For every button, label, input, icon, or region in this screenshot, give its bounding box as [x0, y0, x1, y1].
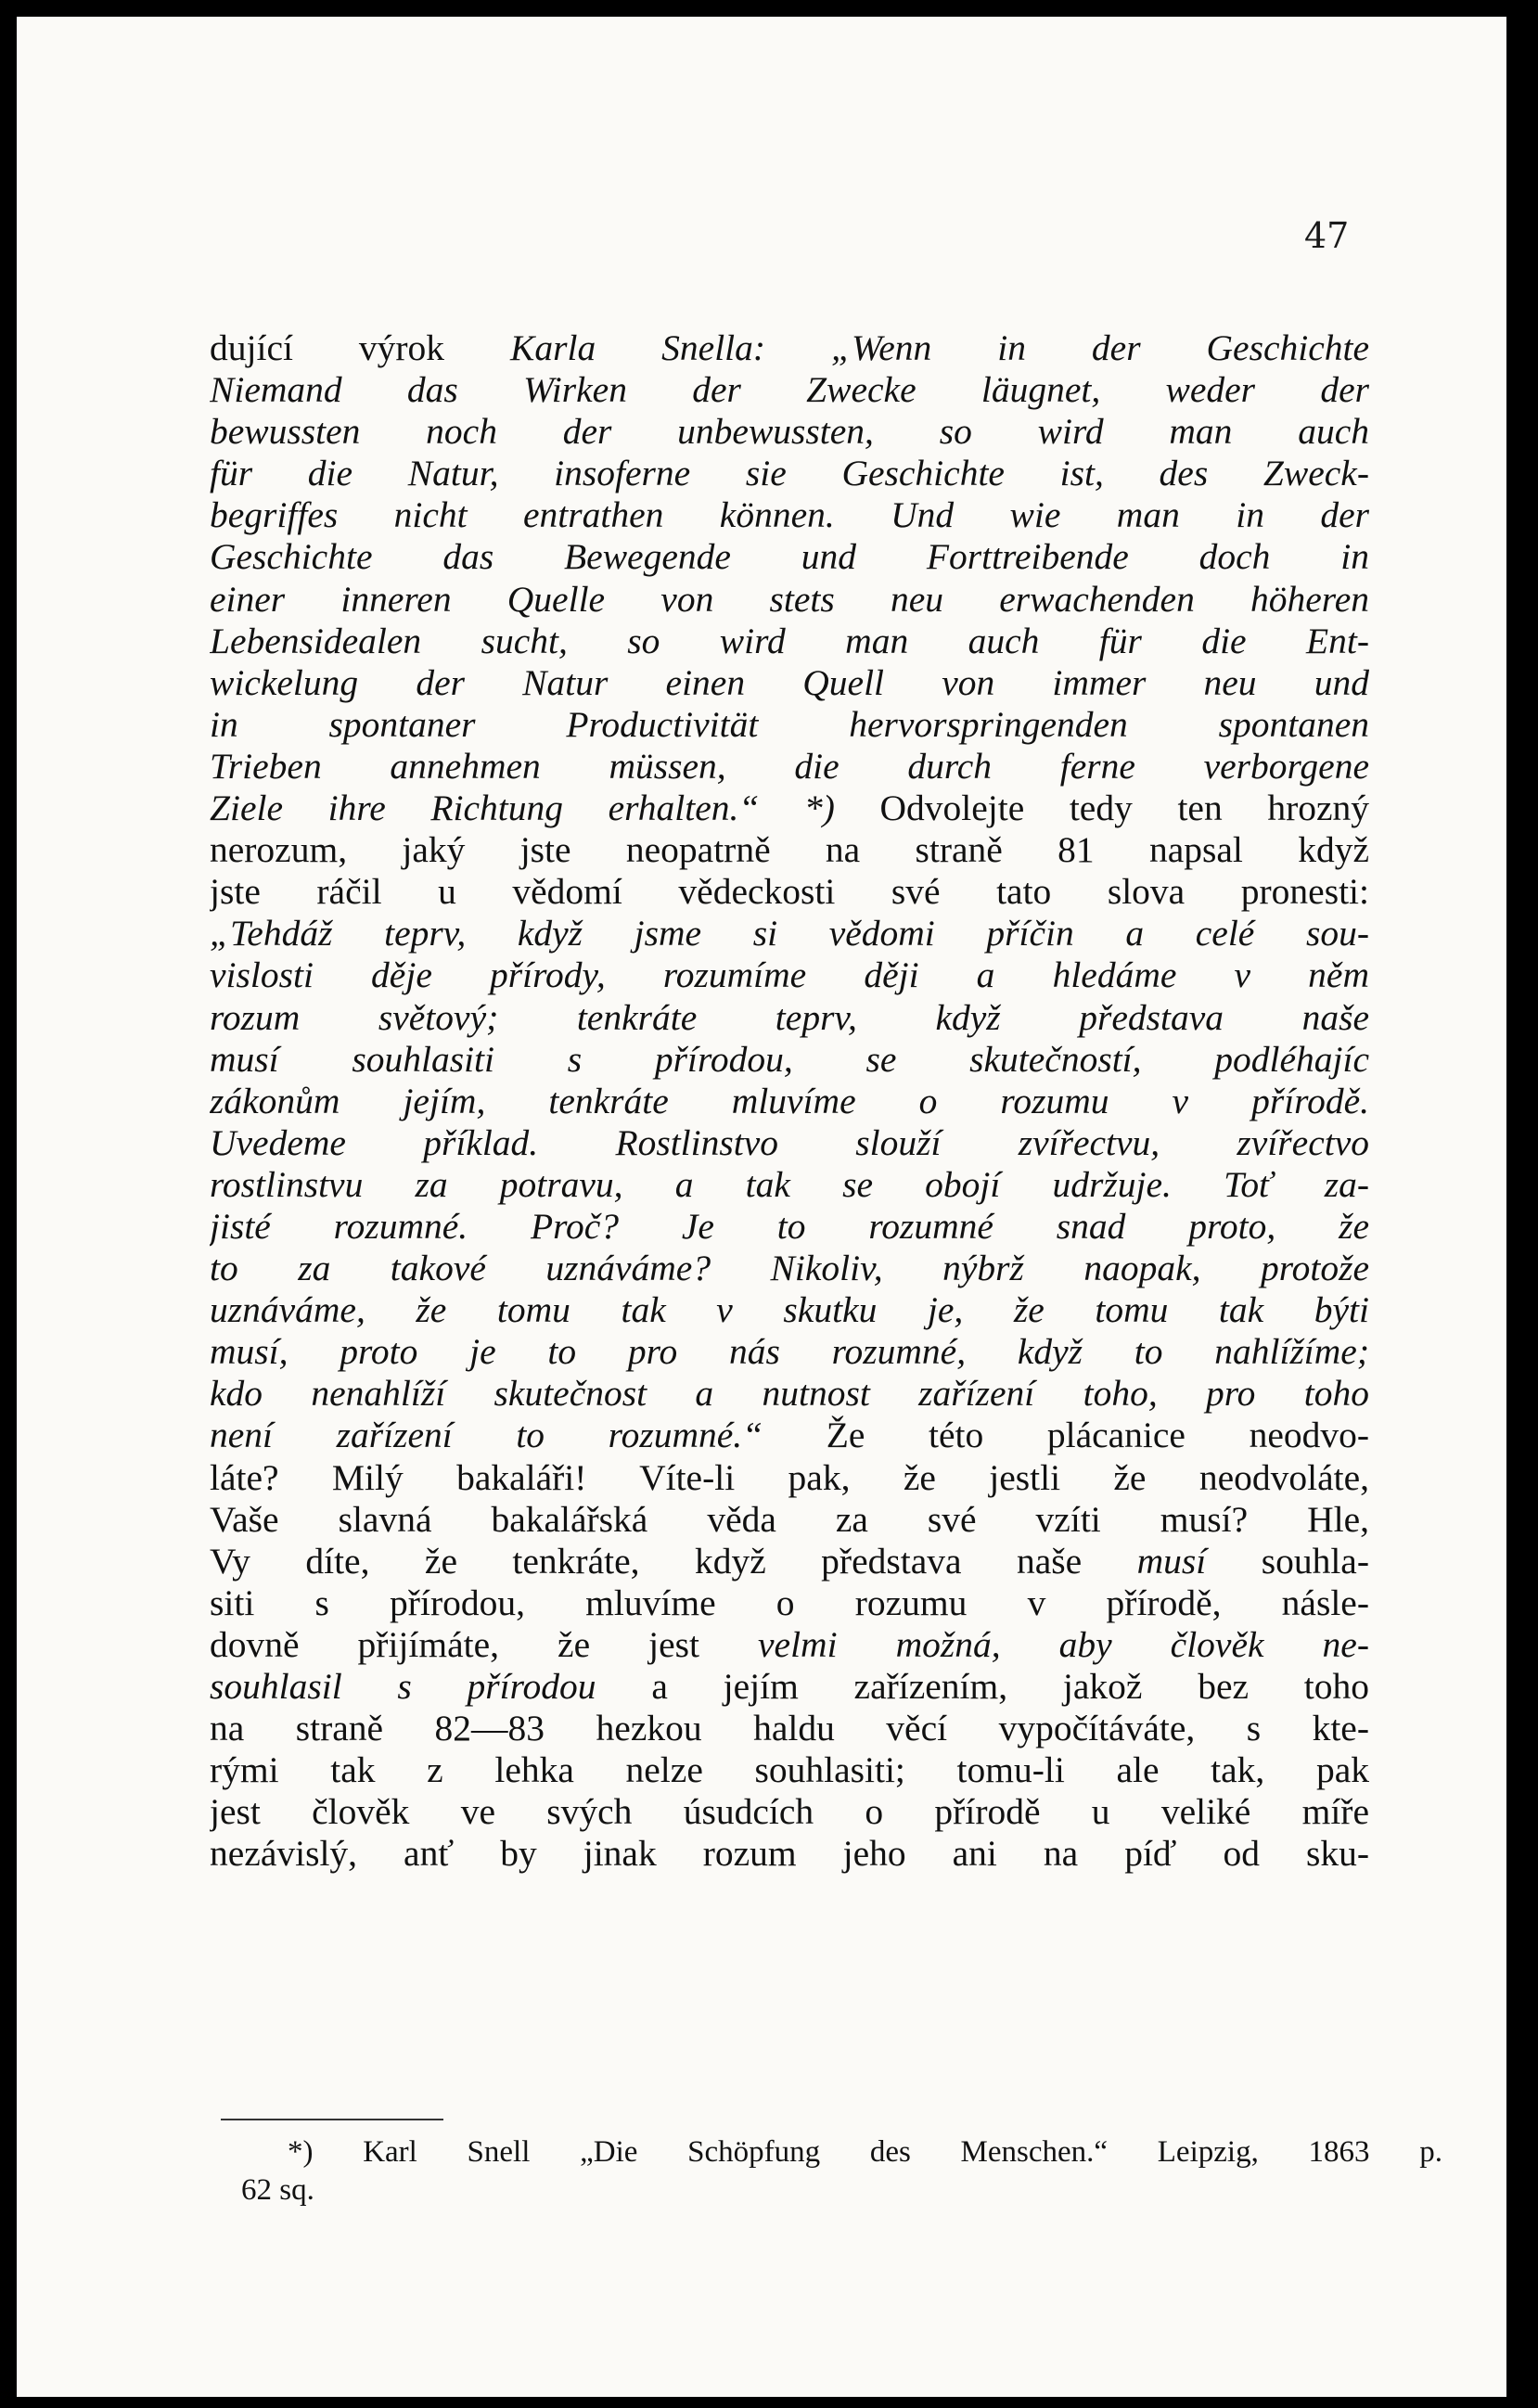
text-line: [210, 327, 1369, 369]
text-segment: na straně 82—83 hezkou haldu věcí vypočítáváte, s kte-: [210, 1708, 1369, 1749]
text-segment: jste ráčil u vědomí vědeckosti své tato slova pronesti:: [210, 871, 1369, 913]
text-line: [210, 1749, 1369, 1791]
text-segment: siti s přírodou, mluvíme o rozumu v přírodě, násle-: [210, 1582, 1369, 1623]
text-line: [210, 1624, 1369, 1666]
book-page: [17, 17, 1506, 2397]
text-line: [210, 453, 1369, 494]
italic-text-segment: wickelung der Natur einen Quell von immer neu und: [210, 661, 1369, 703]
text-segment: a jejím zařízením, jakož bez toho: [596, 1666, 1369, 1707]
italic-text-segment: uznáváme, že tomu tak v skutku je, že tomu tak býti: [210, 1289, 1369, 1331]
text-line: [210, 704, 1369, 746]
page-number: 47: [1304, 215, 1350, 256]
text-segment: nerozum, jaký jste neopatrně na straně 81 napsal když: [210, 829, 1369, 871]
footnote: [232, 2133, 1442, 2209]
footnote-line: 62 sq.: [241, 2173, 314, 2207]
italic-text-segment: „Tehdáž teprv, když jsme si vědomi příčin a celé sou-: [210, 913, 1369, 954]
text-segment: dující výrok: [210, 327, 511, 368]
italic-text-segment: zákonům jejím, tenkráte mluvíme o rozumu v přírodě.: [210, 1080, 1369, 1121]
text-line: [210, 1081, 1369, 1122]
text-line: [210, 1248, 1369, 1289]
italic-text-segment: in spontaner Productivität hervorspringenden spontanen: [210, 703, 1369, 745]
text-line: [210, 536, 1369, 578]
text-line: [210, 871, 1369, 913]
text-line: [210, 1457, 1369, 1499]
text-line: [210, 1582, 1369, 1624]
text-line: [210, 1499, 1369, 1541]
italic-text-segment: Karla Snella: „Wenn in der Geschichte: [510, 327, 1369, 368]
text-line: [210, 1373, 1369, 1415]
footnote-line: *) Karl Snell „Die Schöpfung des Menschen.“ Leipzig, 1863 p.: [288, 2135, 1442, 2169]
footnote-rule: [221, 2119, 443, 2120]
text-segment: láte? Milý bakaláři! Víte-li pak, že jestli že neodvoláte,: [210, 1456, 1369, 1498]
text-line: [210, 494, 1369, 536]
text-segment: Odvolejte tedy ten hrozný: [834, 788, 1369, 829]
text-line: [210, 621, 1369, 662]
text-line: [210, 954, 1369, 996]
text-line: [210, 1331, 1369, 1373]
text-line: [210, 913, 1369, 954]
text-line: [210, 746, 1369, 788]
body-text: [210, 327, 1369, 1875]
italic-text-segment: einer inneren Quelle von stets neu erwachenden höheren: [210, 578, 1369, 620]
text-segment: dovně přijímáte, že jest: [210, 1623, 759, 1665]
text-line: [210, 1791, 1369, 1833]
text-line: [210, 1039, 1369, 1081]
italic-text-segment: rostlinstvu za potravu, a tak se obojí udržuje. Toť za-: [210, 1163, 1369, 1205]
text-line: [210, 411, 1369, 453]
text-line: [210, 829, 1369, 871]
text-line: [210, 579, 1369, 621]
italic-text-segment: není zařízení to rozumné.“: [210, 1415, 763, 1456]
text-segment: nezávislý, anť by jinak rozum jeho ani na píď od sku-: [210, 1833, 1369, 1875]
text-line: [210, 1122, 1369, 1164]
text-line: [210, 1666, 1369, 1708]
text-line: [210, 1164, 1369, 1206]
italic-text-segment: Niemand das Wirken der Zwecke läugnet, weder der: [210, 369, 1369, 411]
text-line: [210, 1833, 1369, 1875]
italic-text-segment: musí, proto je to pro nás rozumné, když to nahlížíme;: [210, 1331, 1369, 1373]
text-segment: Vy díte, že tenkráte, když představa naše: [210, 1540, 1137, 1582]
italic-text-segment: to za takové uznáváme? Nikoliv, nýbrž naopak, protože: [210, 1248, 1369, 1289]
italic-text-segment: Trieben annehmen müssen, die durch ferne verborgene: [210, 745, 1369, 787]
text-line: [210, 788, 1369, 829]
text-line: [210, 662, 1369, 704]
italic-text-segment: kdo nenahlíží skutečnost a nutnost zařízení toho, pro toho: [210, 1373, 1369, 1415]
italic-text-segment: für die Natur, insoferne sie Geschichte ist, des Zweck-: [210, 453, 1369, 494]
text-line: [210, 997, 1369, 1039]
italic-text-segment: souhlasil s přírodou: [210, 1666, 596, 1707]
italic-text-segment: musí: [1136, 1540, 1207, 1582]
text-line: [210, 369, 1369, 411]
italic-text-segment: musí souhlasiti s přírodou, se skutečností, podléhajíc: [210, 1038, 1369, 1080]
text-segment: Že této plácanice neodvo-: [763, 1415, 1369, 1456]
italic-text-segment: begriffes nicht entrathen können. Und wie man in der: [210, 494, 1369, 536]
italic-text-segment: Lebensidealen sucht, so wird man auch für die Ent-: [210, 620, 1369, 661]
text-line: [210, 1541, 1369, 1582]
text-segment: Vaše slavná bakalářská věda za své vzíti musí? Hle,: [210, 1498, 1369, 1540]
italic-text-segment: bewussten noch der unbewussten, so wird man auch: [210, 411, 1369, 453]
italic-text-segment: Ziele ihre Richtung erhalten.“ *): [210, 788, 835, 829]
text-segment: rými tak z lehka nelze souhlasiti; tomu-li ale tak, pak: [210, 1749, 1369, 1791]
text-segment: souhla-: [1206, 1540, 1369, 1582]
text-line: [210, 1206, 1369, 1248]
italic-text-segment: Uvedeme příklad. Rostlinstvo slouží zvířectvu, zvířectvo: [210, 1121, 1369, 1163]
italic-text-segment: jisté rozumné. Proč? Je to rozumné snad proto, že: [210, 1205, 1369, 1247]
text-line: [210, 1708, 1369, 1749]
italic-text-segment: rozum světový; tenkráte teprv, když představa naše: [210, 996, 1369, 1038]
text-line: [210, 1415, 1369, 1456]
italic-text-segment: Geschichte das Bewegende und Forttreibende doch in: [210, 536, 1369, 578]
text-segment: jest člověk ve svých úsudcích o přírodě u veliké míře: [210, 1791, 1369, 1833]
italic-text-segment: vislosti děje přírody, rozumíme ději a hledáme v něm: [210, 954, 1369, 996]
italic-text-segment: velmi možná, aby člověk ne-: [758, 1623, 1369, 1665]
text-line: [210, 1289, 1369, 1331]
